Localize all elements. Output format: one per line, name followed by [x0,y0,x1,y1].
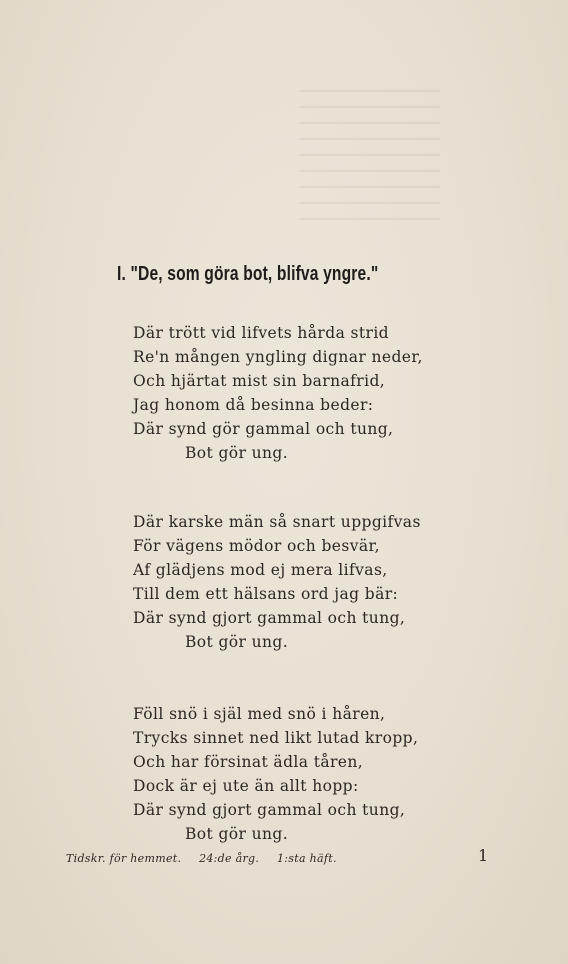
stanza-line: Där synd gör gammal och tung, [133,420,394,438]
page-footer [66,852,351,865]
stanza-line: Af glädjens mod ej mera lifvas, [133,561,388,579]
stanza-line: Där synd gjort gammal och tung, [133,801,406,819]
bleed-through-text [300,80,440,220]
page-number: 1 [478,846,489,865]
stanza-line: För vägens mödor och besvär, [133,537,380,555]
stanza-2 [133,510,421,654]
stanza-line: Och har försinat ädla tåren, [133,753,364,771]
stanza-line: Där synd gjort gammal och tung, [133,609,406,627]
stanza-refrain: Bot gör ung. [185,825,289,843]
stanza-line: Re'n mången yngling dignar neder, [133,348,423,366]
stanza-line: Till dem ett hälsans ord jag bär: [133,585,399,603]
footer-journal: Tidskr. för hemmet. [66,852,182,865]
footer-volume: 24:de årg. [199,852,260,865]
stanza-refrain: Bot gör ung. [185,633,289,651]
stanza-line: Trycks sinnet ned likt lutad kropp, [133,729,419,747]
stanza-line: Dock är ej ute än allt hopp: [133,777,359,795]
stanza-line: Jag honom då besinna beder: [133,396,374,414]
stanza-line: Där karske män så snart uppgifvas [133,513,421,531]
footer-issue: 1:sta häft. [276,852,337,865]
stanza-refrain: Bot gör ung. [185,444,289,462]
stanza-line: Föll snö i själ med snö i håren, [133,705,386,723]
stanza-3 [133,702,418,846]
poem-title: I. "De, som göra bot, blifva yngre." [117,263,379,285]
stanza-line: Och hjärtat mist sin barnafrid, [133,372,386,390]
stanza-1 [133,321,423,465]
stanza-line: Där trött vid lifvets hårda strid [133,324,390,342]
